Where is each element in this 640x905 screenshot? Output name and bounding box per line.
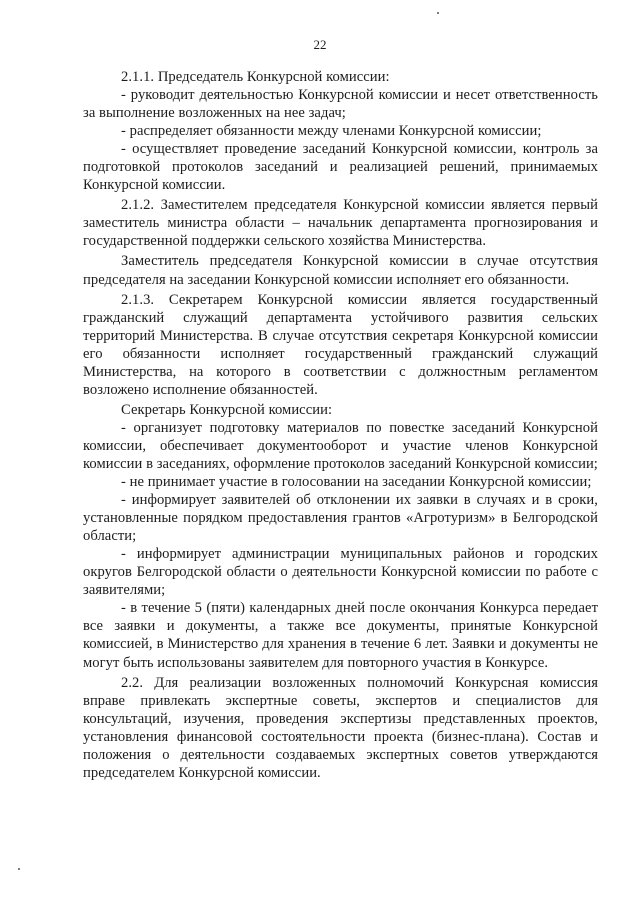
list-item-chairman-leads: - руководит деятельностью Конкурсной комиссии и несет ответственность за выполнение возложенных на нее задач; [83,87,598,122]
paragraph-2-1-1-heading: 2.1.1. Председатель Конкурсной комиссии: [121,69,390,85]
document-body [83,68,598,782]
paragraph-2-1-3: 2.1.3. Секретарем Конкурсной комиссии является государственный гражданский служащий департамента устойчивого развития сельских территорий Министерства. В случае отсутствия секретаря Конкурсной комиссии его обязанности исполняет государственный гражданский служащий Министерства, на которого в соответствии с должностным регламентом возложено исполнение обязанностей. [83,291,598,398]
list-item-chairman-distributes: - распределяет обязанности между членами Конкурсной комиссии; [121,123,542,140]
paragraph-deputy-replaces: Заместитель председателя Конкурсной комиссии в случае отсутствия председателя на заседании Конкурсной комиссии исполняет его обязанности. [83,253,598,288]
list-item-secretary-organizes: - организует подготовку материалов по повестке заседаний Конкурсной комиссии, обеспечивает документооборот и участие членов Конкурсной комиссии в заседаниях, оформление протоколов заседаний Конкурсной комиссии; [83,419,598,472]
scan-speck [18,868,20,870]
paragraph-secretary-heading: Секретарь Конкурсной комиссии: [121,401,333,418]
paragraph-2-1-2: 2.1.2. Заместителем председателя Конкурсной комиссии является первый заместитель министра области – начальник департамента прогнозирования и государственной поддержки сельского хозяйства Министерства. [83,197,598,250]
page-number: 22 [313,37,327,52]
list-item-secretary-no-vote: - не принимает участие в голосовании на заседании Конкурсной комиссии; [121,474,592,491]
list-item-chairman-conducts: - осуществляет проведение заседаний Конкурсной комиссии, контроль за подготовкой протоколов заседаний и реализацией решений, принимаемых Конкурсной комиссии. [83,141,598,194]
list-item-secretary-informs-applicants: - информирует заявителей об отклонении их заявки в случаях и в сроки, установленные порядком предоставления грантов «Агротуризм» в Белгородской области; [83,492,598,545]
list-item-secretary-transfers-documents: - в течение 5 (пяти) календарных дней после окончания Конкурса передает все заявки и документы, а также все документы, принятые Конкурсной комиссией, в Министерство для хранения в течение 6 лет. Заявки и документы не могут быть использованы заявителем для повторного участия в Конкурсе. [83,600,598,671]
list-item-secretary-informs-administrations: - информирует администрации муниципальных районов и городских округов Белгородской области о деятельности Конкурсной комиссии по работе с заявителями; [83,546,598,599]
scan-speck [437,12,439,14]
paragraph-2-2: 2.2. Для реализации возложенных полномочий Конкурсная комиссия вправе привлекать экспертные советы, экспертов и специалистов для консультаций, изучения, проведения экспертизы представленных проектов, установления финансовой состоятельности проекта (бизнес-плана). Состав и положения о деятельности создаваемых экспертных советов утверждаются председателем Конкурсной комиссии. [83,674,598,781]
